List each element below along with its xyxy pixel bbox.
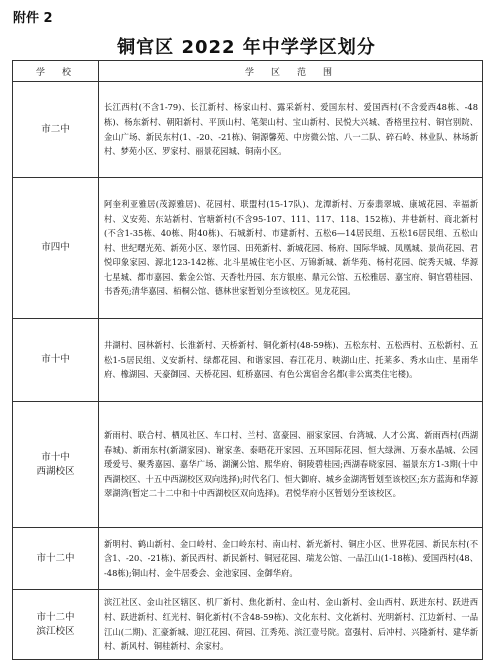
school-cell <box>13 319 99 402</box>
district-range-cell: 阿奎利亚雅居(茂源雅居)、花园村、联盟村(15-17队)、龙潭新村、万泰翡翠城、康城花园、幸福新村、义安苑、东站新村、官塘新村(不含95-107、111、117、118、152栋)、井巷新村、商北新村(不含1-35栋、40栋、附40栋)、石城新村、市建新村、五松6—14居民组、五松16居民组、五松山村、世纪曙光苑、新苑小区、翠竹园、田苑新村、新城花园、杨府、国际华城、凤凰城、景尚花园、君悦印象家园、源北123-142栋、北斗星城住宅小区、万锦新城、新华苑、杨村花园、皖秀天城、华源七星城、都市嘉园、紫金公馆、天香牡丹园、东方银座、鼎元公馆、五松雅居、嘉宝府、铜官碧桂园、书香苑;清华嘉园、栢桐公馆、德林世家暂划分至该校区。见龙花园。 <box>99 178 483 319</box>
column-header-range: 学 区 范 围 <box>99 61 483 82</box>
table-row <box>13 528 483 590</box>
school-name: 市二中 <box>41 123 70 135</box>
table-header-row <box>13 61 483 82</box>
school-cell <box>13 82 99 178</box>
school-campus: 滨江校区 <box>36 625 75 637</box>
district-range-cell: 新明村、鹤山新村、金口岭村、金口岭东村、南山村、新光新村、铜庄小区、世界花园、新民东村(不含1、-20、-21栋)、新民西村、新民新村、铜冠花园、瑞龙公馆、一品江山(1-18栋)、爱国西村(48、-48栋);铜山村、金牛居委会、金池家园、金御华府。 <box>99 528 483 590</box>
school-campus: 西湖校区 <box>36 465 75 477</box>
school-cell <box>13 590 99 660</box>
district-range-cell: 新雨村、联合村、栖凤社区、车口村、兰村、富豪园、丽家家园、台湾城、人才公寓、新雨西村(西湖春城)、新雨东村(新湖家园)、谢家垄、泰晤花开家园、五环国际花园、恒大绿洲、万泰水晶城、公园瑷爱号、聚秀嘉园、嘉华广场、湖澜公馆、熙华府、铜陵碧桂园;西湖春晓家园、福景东方1-3期(十中西湖校区、十五中西湖校区双向选择);时代名门、恒大御府、城乡金湖湾暂划至该校区;东方蓝海和华源翠湖湾(暂定二十二中和十中西湖校区双向选择)。君悦华府小区暂划分至该校区。 <box>99 402 483 528</box>
school-name: 市十二中 <box>36 552 75 564</box>
table-row <box>13 402 483 528</box>
school-name: 市十中 <box>41 354 70 365</box>
table-row <box>13 178 483 319</box>
school-cell <box>13 402 99 528</box>
column-header-school: 学 校 <box>13 61 99 82</box>
table-row <box>13 82 483 178</box>
school-cell <box>13 178 99 319</box>
district-range-cell: 滨江社区、金山社区辖区、机厂新村、焦化新村、金山村、金山新村、金山西村、跃进东村、跃进西村、跃进新村、红光村、铜化新村(不含48-59栋)、文化东村、文化新村、光明新村、江边新村、一品江山(二期)、汇豪新城、迎江花园、荷园、江秀苑、滨江壹号院。富强村、后冲村、兴隆新村、建华新村、新风村、铜桂新村、余家村。 <box>99 590 483 660</box>
document-title: 铜官区 2022 年中学学区划分 <box>117 37 376 58</box>
table-row <box>13 590 483 660</box>
district-range-cell: 井湖村、园林新村、长淮新村、天桥新村、铜化新村(48-59栋)、五松东村、五松西村、五松新村、五松1-5居民组、义安新村、绿都花园、和谐家园、春江花月、映湖山庄、托莱多、秀水山庄、星雨华府、橡湖园、天豪御园、天桥花园、虹桥嘉园、有色公寓宿舍名都(非公寓类住宅楼)。 <box>99 319 483 402</box>
attachment-label: 附件 2 <box>13 11 53 26</box>
school-name: 市四中 <box>41 242 70 253</box>
table-row <box>13 319 483 402</box>
school-district-table <box>12 60 483 660</box>
school-name: 市十中 <box>41 451 70 463</box>
school-cell <box>13 528 99 590</box>
district-range-cell: 长江西村(不含1-79)、长江新村、杨家山村、露采新村、爱国东村、爱国西村(不含爱西48栋、-48栋)、杨东新村、朝阳新村、平顶山村、笔架山村、宝山新村、民悦大兴城、香格里拉村、铜官别院、金山广场、新民东村(1、-20、-21栋)、铜源馨苑、中房微公馆、八一二队、碎石岭、林业队、林场新村、梦苑小区、罗家村、丽景花园城、铜南小区。 <box>99 82 483 178</box>
school-name: 市十二中 <box>36 611 75 623</box>
